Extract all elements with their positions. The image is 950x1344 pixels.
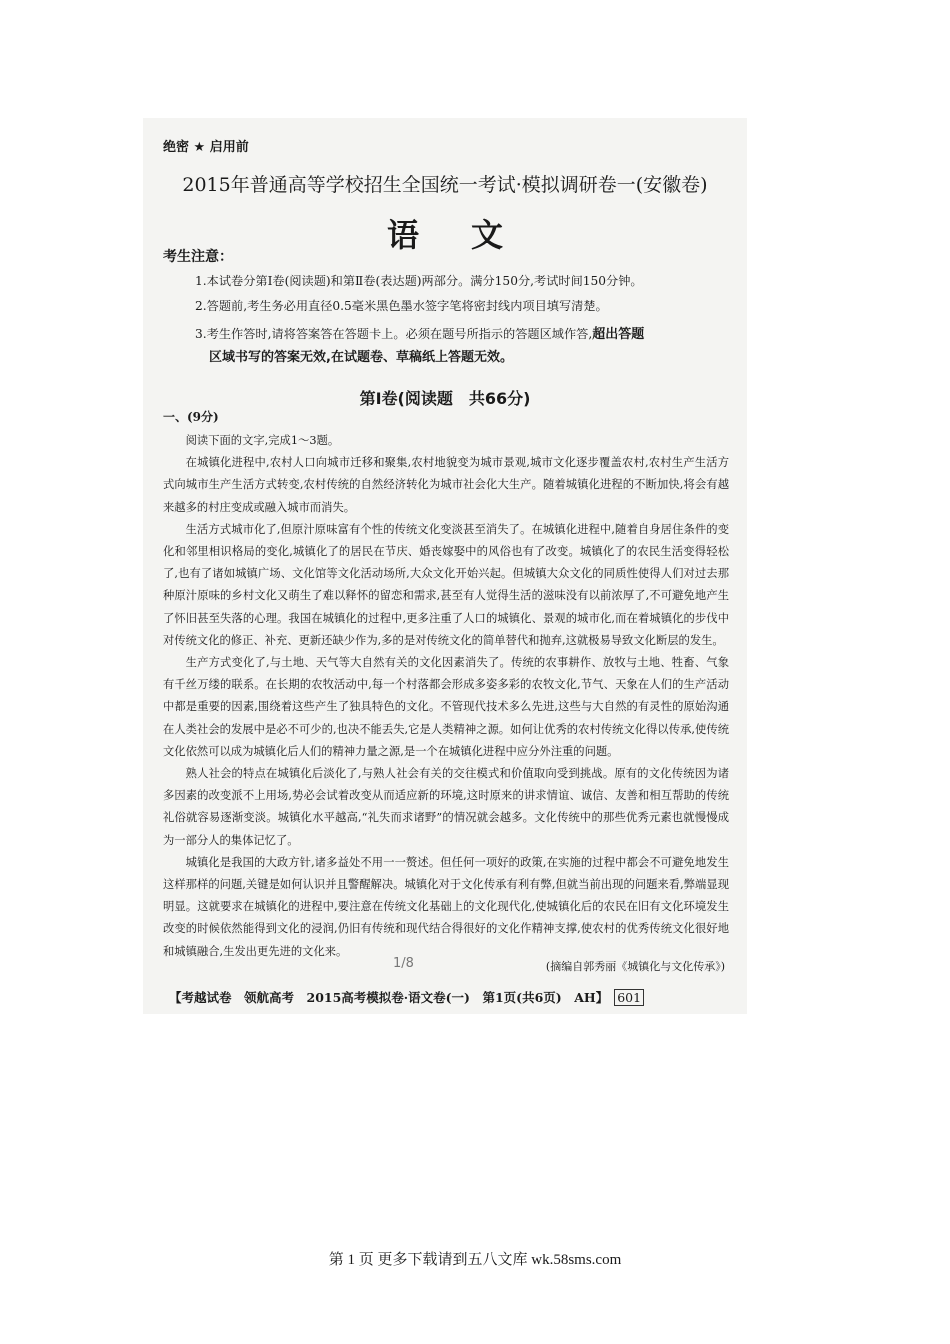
passage-paragraph-1: 在城镇化进程中,农村人口向城市迁移和聚集,农村地貌变为城市景观,城市文化逐步覆盖农村,农村生产生活方式向城市生产生活方式转变,农村传统的自然经济转化为城市社会化大生产。随着城镇化进程的不断加快,将会有越来越多的村庄变成或融入城市而消失。 [163, 456, 729, 514]
notice-heading: 考生注意： [163, 249, 233, 265]
scan-footer-text: 【考越试卷 领航高考 2015高考模拟卷·语文卷(一) 第1页(共6页) AH】 [169, 990, 609, 1005]
part-title: 第Ⅰ卷(阅读题 共66分) [359, 389, 531, 408]
scanned-exam-page [143, 118, 747, 1014]
passage-paragraph-3: 生产方式变化了,与土地、天气等大自然有关的文化因素消失了。传统的农事耕作、放牧与土地、牲畜、气象有千丝万缕的联系。在长期的农牧活动中,每一个村落都会形成多姿多彩的农牧文化,节气、天象在人们的生产活动中都是重要的因素,围绕着这些产生了独具特色的文化。不管现代技术多么先进,这些与大自然的有灵性的原始沟通在人类社会的发展中是必不可少的,也决不能丢失,它是人类精神之源。如何让优秀的农村传统文化得以传承,使传统文化依然可以成为城镇化后人们的精神力量之源,是一个在城镇化进程中应分外注重的问题。 [163, 656, 729, 758]
notice-item-3-text: 3.考生作答时,请将答案答在答题卡上。必须在题号所指示的答题区域作答, [195, 327, 593, 341]
passage [163, 430, 729, 963]
scan-footer [169, 988, 644, 1006]
paper-code-badge: 601 [614, 989, 644, 1006]
passage-paragraph-5: 城镇化是我国的大政方针,诸多益处不用一一赘述。但任何一项好的政策,在实施的过程中都会不可避免地发生这样那样的问题,关键是如何认识并且警醒解决。城镇化对于文化传承有利有弊,但就当前出现的问题来看,弊端显现明显。这就要求在城镇化的进程中,要注意在传统文化基础上的文化现代化,使城镇化后的农民在旧有文化环境发生改变的时候依然能得到文化的浸润,仍旧有传统和现代结合得很好的文化作精神支撑,使农村的优秀传统文化很好地和城镇融合,生发出更先进的文化来。 [163, 855, 729, 958]
notice-item-3-emphasis-a: 超出答题 [592, 327, 645, 342]
notice-item-2: 2.答题前,考生务必用直径0.5毫米黑色墨水签字笔将密封线内项目填写清楚。 [195, 299, 608, 313]
notice-item-3 [195, 323, 644, 342]
scan-page-number: 1/8 [393, 956, 414, 971]
exam-title: 2015年普通高等学校招生全国统一考试·模拟调研卷一(安徽卷) [182, 174, 708, 196]
document-footer: 第 1 页 更多下载请到五八文库 wk.58sms.com [328, 1252, 622, 1268]
secret-mark: 绝密 ★ 启用前 [163, 140, 249, 155]
section-label: 一、(9分) [163, 410, 219, 424]
notice-item-3-emphasis-b: 区域书写的答案无效,在试题卷、草稿纸上答题无效。 [209, 350, 513, 365]
passage-paragraph-2: 生活方式城市化了,但原汁原味富有个性的传统文化变淡甚至消失了。在城镇化进程中,随着自身居住条件的变化和邻里相识格局的变化,城镇化了的居民在节庆、婚丧嫁娶中的风俗也有了改变。城镇化了的农民生活变得轻松了,也有了诸如城镇广场、文化馆等文化活动场所,大众文化开始兴起。但城镇大众文化的同质性使得人们对过去那种原汁原味的乡村文化又萌生了难以释怀的留恋和需求,甚至有人觉得生活的滋味没有以前浓厚了,不可避免地产生了怀旧甚至失落的心理。我国在城镇化的过程中,更多注重了人口的城镇化、景观的城市化,而在着城镇化的步伐中对传统文化的修正、补充、更新还缺少作为,多的是对传统文化的简单替代和抛弃,这就极易导致文化断层的发生。 [163, 522, 729, 647]
subject-title: 语文 [386, 216, 555, 254]
passage-instruction: 阅读下面的文字,完成1～3题。 [185, 434, 340, 447]
passage-paragraph-4: 熟人社会的特点在城镇化后淡化了,与熟人社会有关的交往模式和价值取向受到挑战。原有的文化传统因为诸多因素的改变派不上用场,势必会试着改变从而适应新的环境,这时原来的讲求情谊、诚信、友善和相互帮助的传统礼俗就容易逐渐变淡。城镇化水平越高,“礼失而求诸野”的情况就会越多。文化传统中的那些优秀元素也就慢慢成为一部分人的集体记忆了。 [163, 767, 729, 847]
passage-source: (摘编自郭秀丽《城镇化与文化传承》) [545, 960, 725, 973]
notice-item-1: 1.本试卷分第Ⅰ卷(阅读题)和第Ⅱ卷(表达题)两部分。满分150分,考试时间150分钟。 [195, 274, 643, 288]
